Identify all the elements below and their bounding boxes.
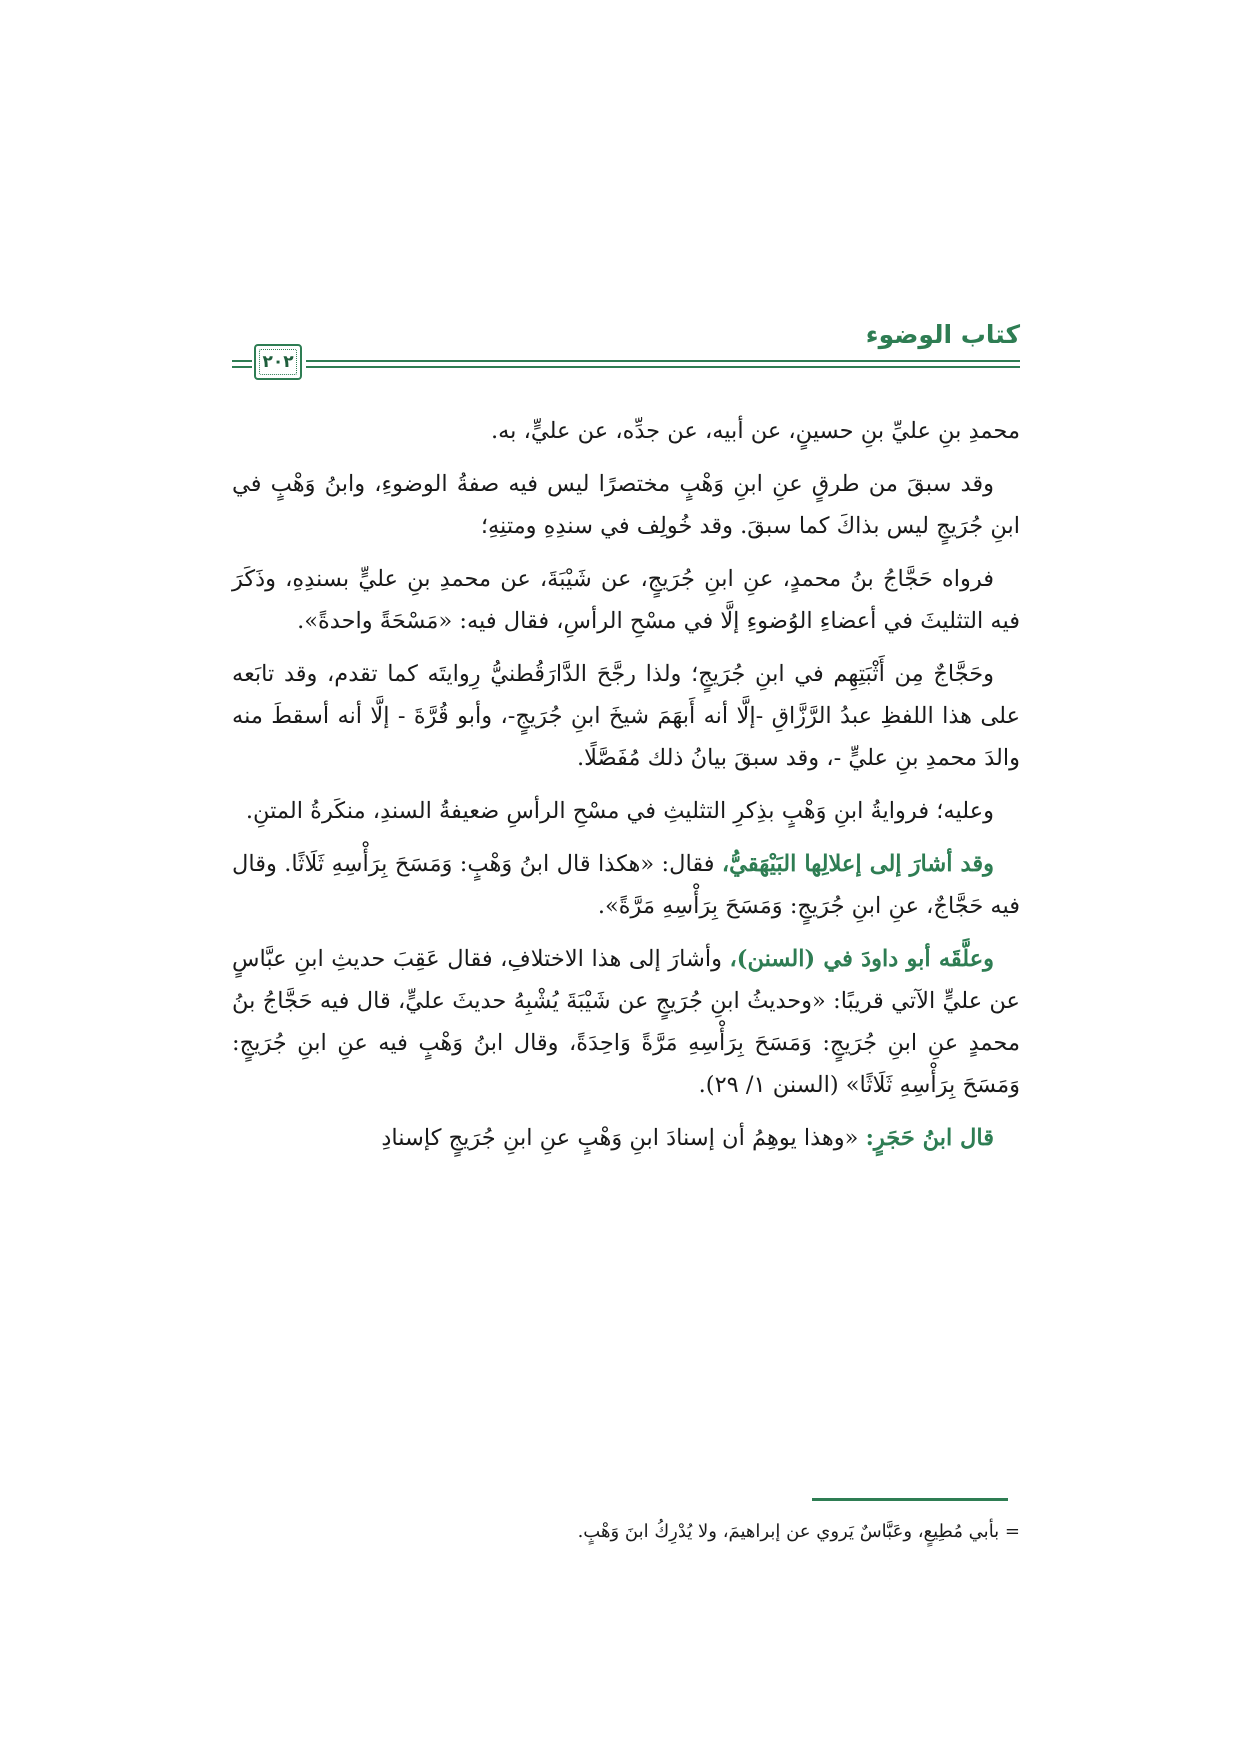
paragraph xyxy=(232,843,1020,927)
footnote-separator xyxy=(812,1498,1008,1501)
header-rule xyxy=(306,360,1020,362)
paragraph xyxy=(232,1117,1020,1159)
paragraph xyxy=(232,558,1020,642)
page-number-badge xyxy=(254,344,302,380)
paragraph-text: محمدِ بنِ عليِّ بنِ حسينٍ، عن أبيه، عن جدِّه، عن عليٍّ، به. xyxy=(490,418,1020,444)
main-text xyxy=(232,410,1020,1170)
running-header xyxy=(232,316,1020,388)
highlighted-lead: وقد أشارَ إلى إعلالِها البَيْهَقيُّ، xyxy=(721,851,994,877)
book-title: كتاب الوضوء xyxy=(865,320,1020,349)
paragraph xyxy=(232,653,1020,779)
paragraph-text: وأشارَ إلى هذا الاختلافِ، فقال عَقِبَ حديثِ ابنِ عبَّاسٍ عن عليٍّ الآتي قريبًا: «وحديثُ ابنِ جُرَيجٍ عن شَيْبَةَ يُشْبِهُ حديثَ عليٍّ، قال فيه حَجَّاجُ بنُ محمدٍ عنِ ابنِ جُرَيجٍ: وَمَسَحَ بِرَأْسِهِ مَرَّةً وَاحِدَةً، وقال ابنُ وَهْبٍ فيه عنِ ابنِ جُرَيجٍ: وَمَسَحَ بِرَأْسِهِ ثَلَاثًا» (السنن ١/ ٢٩). xyxy=(232,946,1020,1098)
highlighted-lead: وعلَّقَه أبو داودَ في (السنن)، xyxy=(729,946,995,972)
page-number: ٢٠٢ xyxy=(262,352,294,372)
header-rule xyxy=(306,366,1020,368)
paragraph-text: وعليه؛ فروايةُ ابنِ وَهْبٍ بذِكرِ التثليثِ في مسْحِ الرأسِ ضعيفةُ السندِ، منكَرةُ المتنِ. xyxy=(245,798,994,824)
paragraph-text: فقال: «هكذا قال ابنُ وَهْبٍ: وَمَسَحَ بِرَأْسِهِ ثَلَاثًا. وقال فيه حَجَّاجٌ، عنِ ابنِ جُرَيجٍ: وَمَسَحَ بِرَأْسِهِ مَرَّةً». xyxy=(232,851,1020,919)
paragraph xyxy=(232,938,1020,1106)
paragraph xyxy=(232,790,1020,832)
paragraph xyxy=(232,463,1020,547)
paragraph xyxy=(232,410,1020,452)
header-rule xyxy=(232,366,252,368)
footnote: = بأبي مُطِيعٍ، وعَبَّاسٌ يَروي عن إبراهيمَ، ولا يُدْرِكُ ابنَ وَهْبٍ. xyxy=(577,1521,1020,1542)
highlighted-lead: قال ابنُ حَجَرٍ: xyxy=(865,1125,994,1151)
paragraph-text: فرواه حَجَّاجُ بنُ محمدٍ، عنِ ابنِ جُرَيجٍ، عن شَيْبَةَ، عن محمدِ بنِ عليٍّ بسندِهِ، وذَكَرَ فيه التثليثَ في أعضاءِ الوُضوءِ إلَّا في مسْحِ الرأسِ، فقال فيه: «مَسْحَةً واحدةً». xyxy=(232,566,1020,634)
paragraph-text: وحَجَّاجٌ مِن أَثْبَتِهِم في ابنِ جُرَيجٍ؛ ولذا رجَّحَ الدَّارَقُطنيُّ رِوايتَه كما تقدم، وقد تابَعه على هذا اللفظِ عبدُ الرَّزَّاقِ -إلَّا أنه أَبهَمَ شيخَ ابنِ جُرَيجٍ-، وأبو قُرَّةَ - إلَّا أنه أسقطَ منه والدَ محمدِ بنِ عليٍّ -، وقد سبقَ بيانُ ذلك مُفَصَّلًا. xyxy=(232,661,1020,771)
header-rule xyxy=(232,360,252,362)
paragraph-text: «وهذا يوهِمُ أن إسنادَ ابنِ وَهْبٍ عنِ ابنِ جُرَيجٍ كإسنادِ xyxy=(381,1125,866,1151)
paragraph-text: وقد سبقَ من طرقٍ عنِ ابنِ وَهْبٍ مختصرًا ليس فيه صفةُ الوضوءِ، وابنُ وَهْبٍ في ابنِ جُرَيجٍ ليس بذاكَ كما سبقَ. وقد خُولِف في سندِهِ ومتنِهِ؛ xyxy=(232,471,1020,539)
